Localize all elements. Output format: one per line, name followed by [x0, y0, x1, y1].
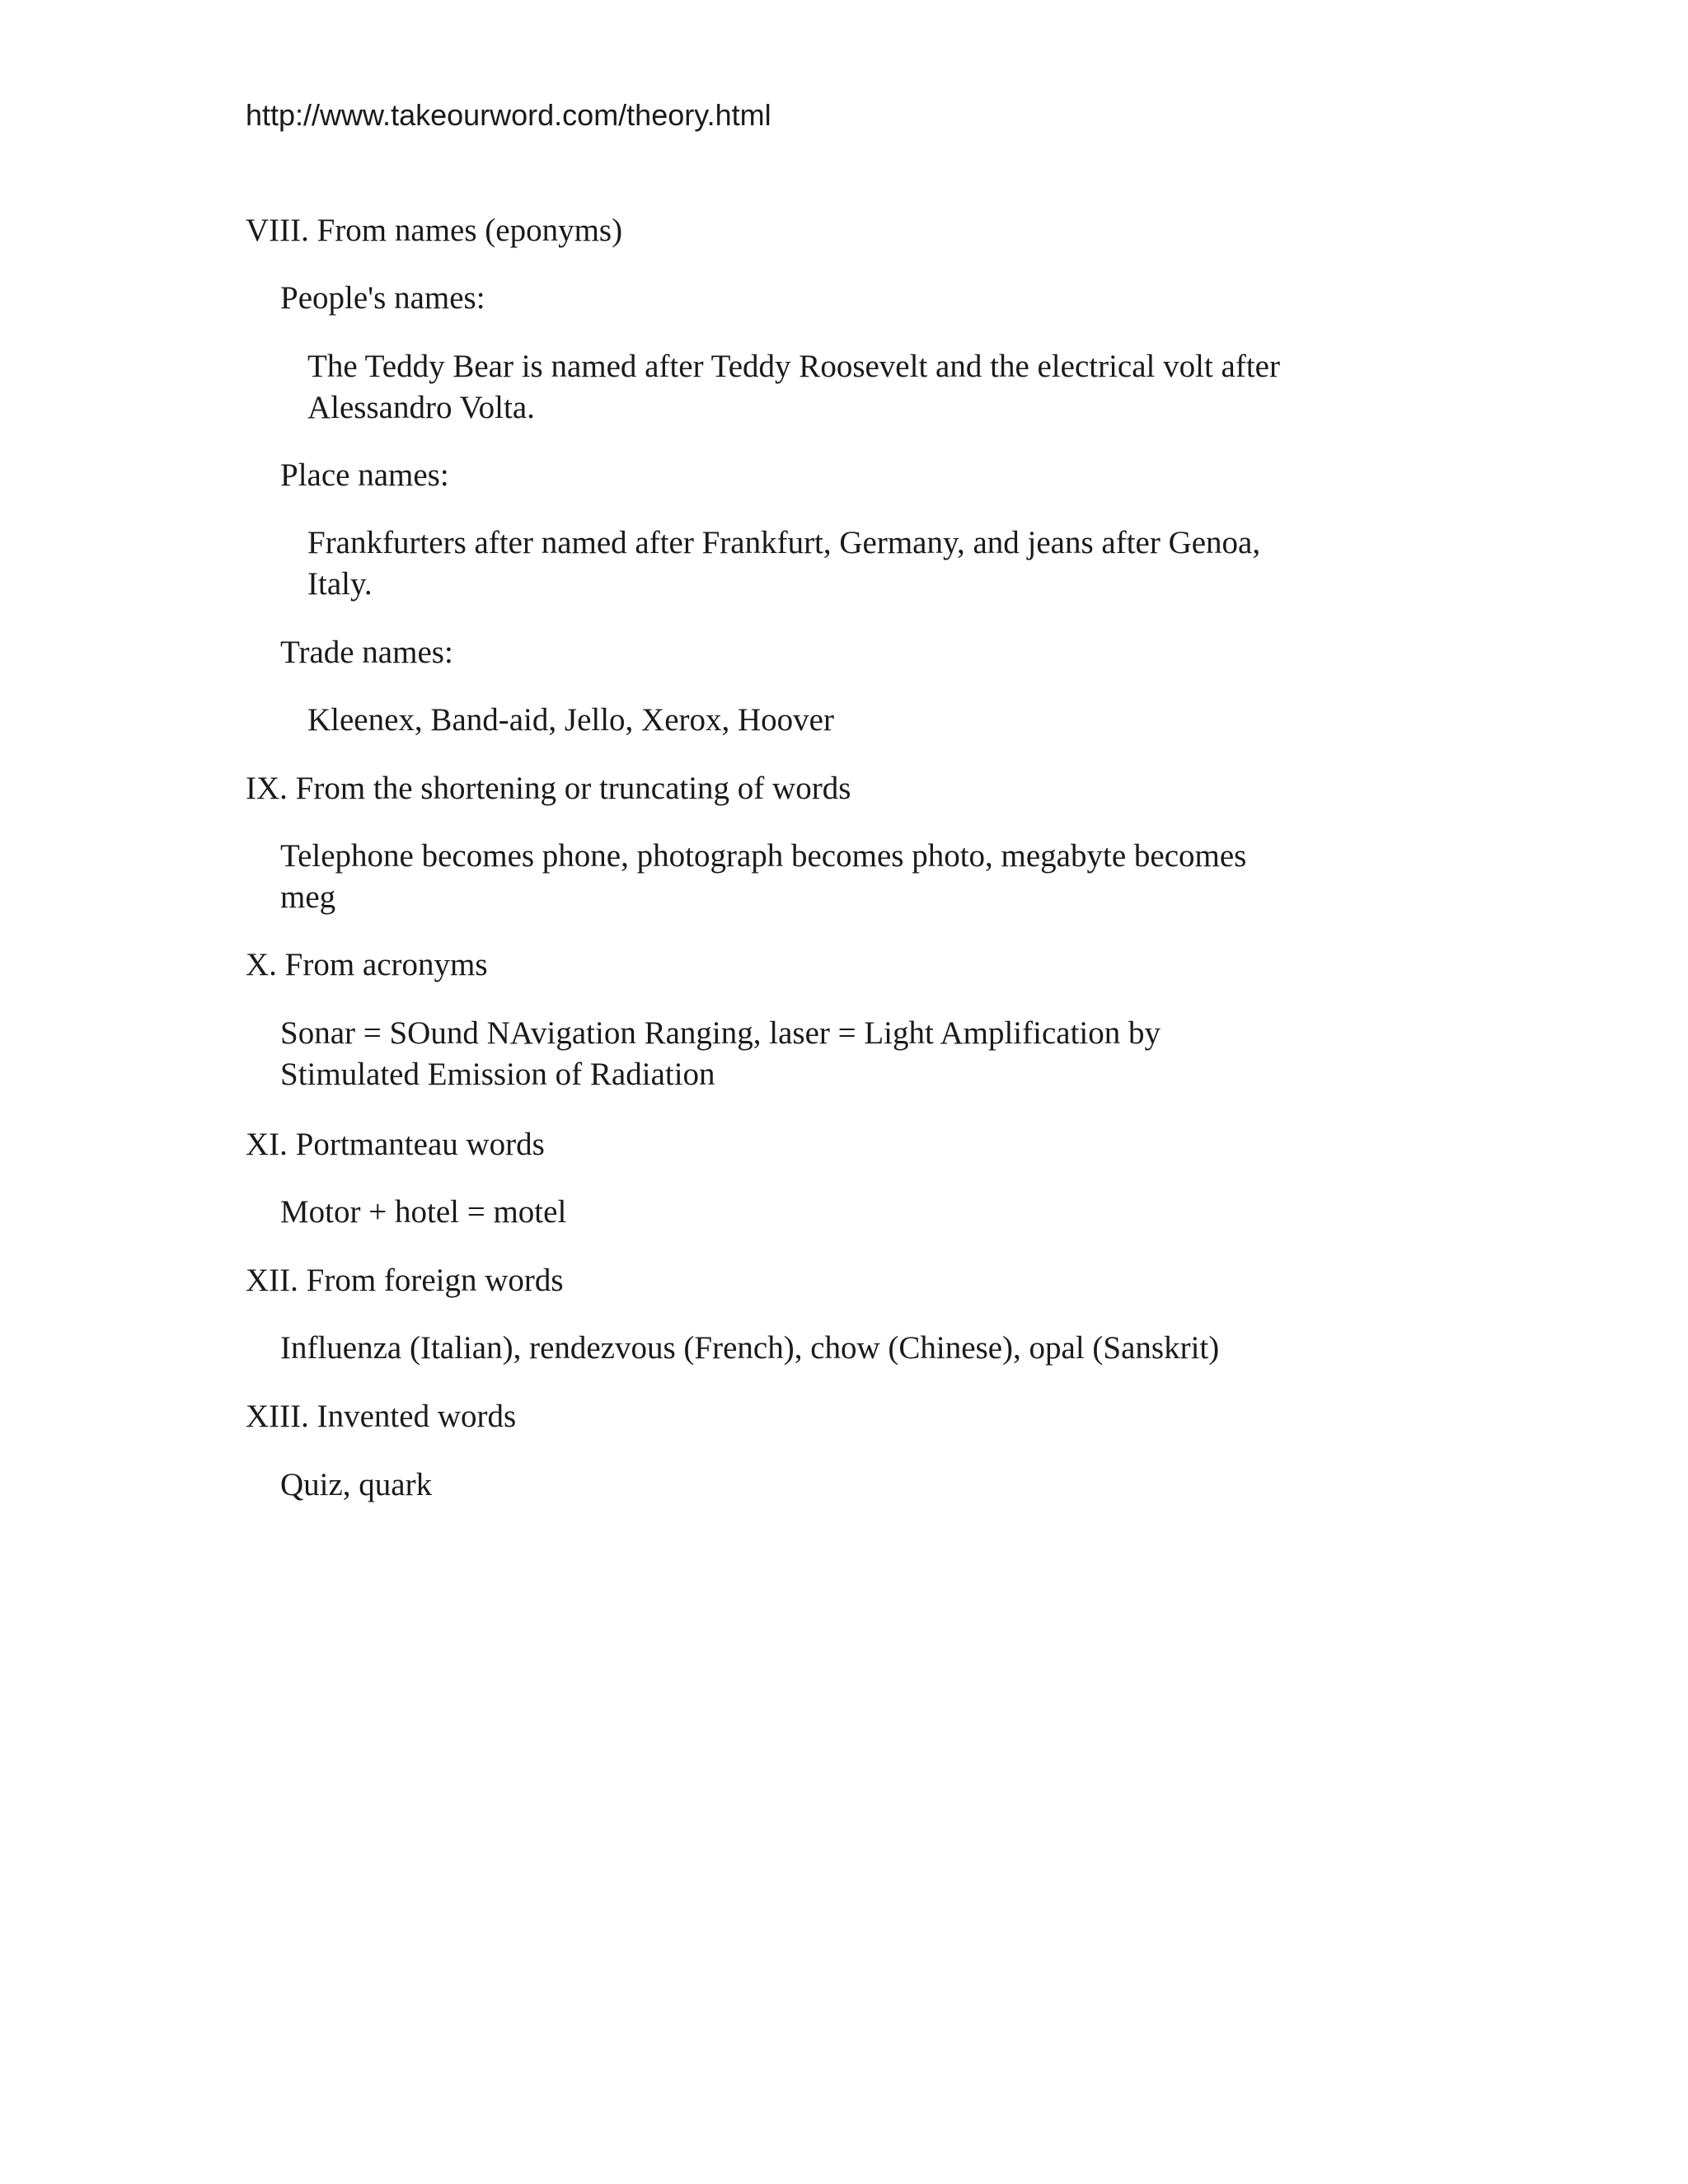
section-heading-foreign-words: XII. From foreign words: [246, 1263, 564, 1298]
place-names-text-line-1: Frankfurters after named after Frankfurt, Germany, and jeans after Genoa,: [307, 525, 1261, 560]
invented-words-text: Quiz, quark: [280, 1467, 433, 1502]
section-heading-portmanteau: XI. Portmanteau words: [246, 1127, 545, 1162]
subheading-place-names: Place names:: [280, 457, 449, 493]
foreign-words-text: Influenza (Italian), rendezvous (French), chow (Chinese), opal (Sanskrit): [280, 1330, 1220, 1366]
trade-names-text: Kleenex, Band-aid, Jello, Xerox, Hoover: [307, 702, 834, 738]
source-url: http://www.takeourword.com/theory.html: [246, 98, 771, 132]
acronyms-text-line-2: Stimulated Emission of Radiation: [280, 1057, 715, 1092]
peoples-names-text-line-2: Alessandro Volta.: [307, 390, 535, 425]
subheading-peoples-names: People's names:: [280, 280, 485, 316]
place-names-text-line-2: Italy.: [307, 566, 373, 602]
section-heading-eponyms: VIII. From names (eponyms): [246, 213, 623, 248]
subheading-trade-names: Trade names:: [280, 635, 453, 670]
section-heading-acronyms: X. From acronyms: [246, 947, 488, 982]
portmanteau-text: Motor + hotel = motel: [280, 1194, 567, 1230]
acronyms-text-line-1: Sonar = SOund NAvigation Ranging, laser = Light Amplification by: [280, 1015, 1160, 1051]
section-heading-invented-words: XIII. Invented words: [246, 1399, 517, 1434]
shortening-text-line-2: meg: [280, 879, 336, 915]
peoples-names-text-line-1: The Teddy Bear is named after Teddy Roosevelt and the electrical volt after: [307, 349, 1280, 384]
section-heading-shortening: IX. From the shortening or truncating of words: [246, 771, 851, 806]
shortening-text-line-1: Telephone becomes phone, photograph becomes photo, megabyte becomes: [280, 838, 1247, 874]
